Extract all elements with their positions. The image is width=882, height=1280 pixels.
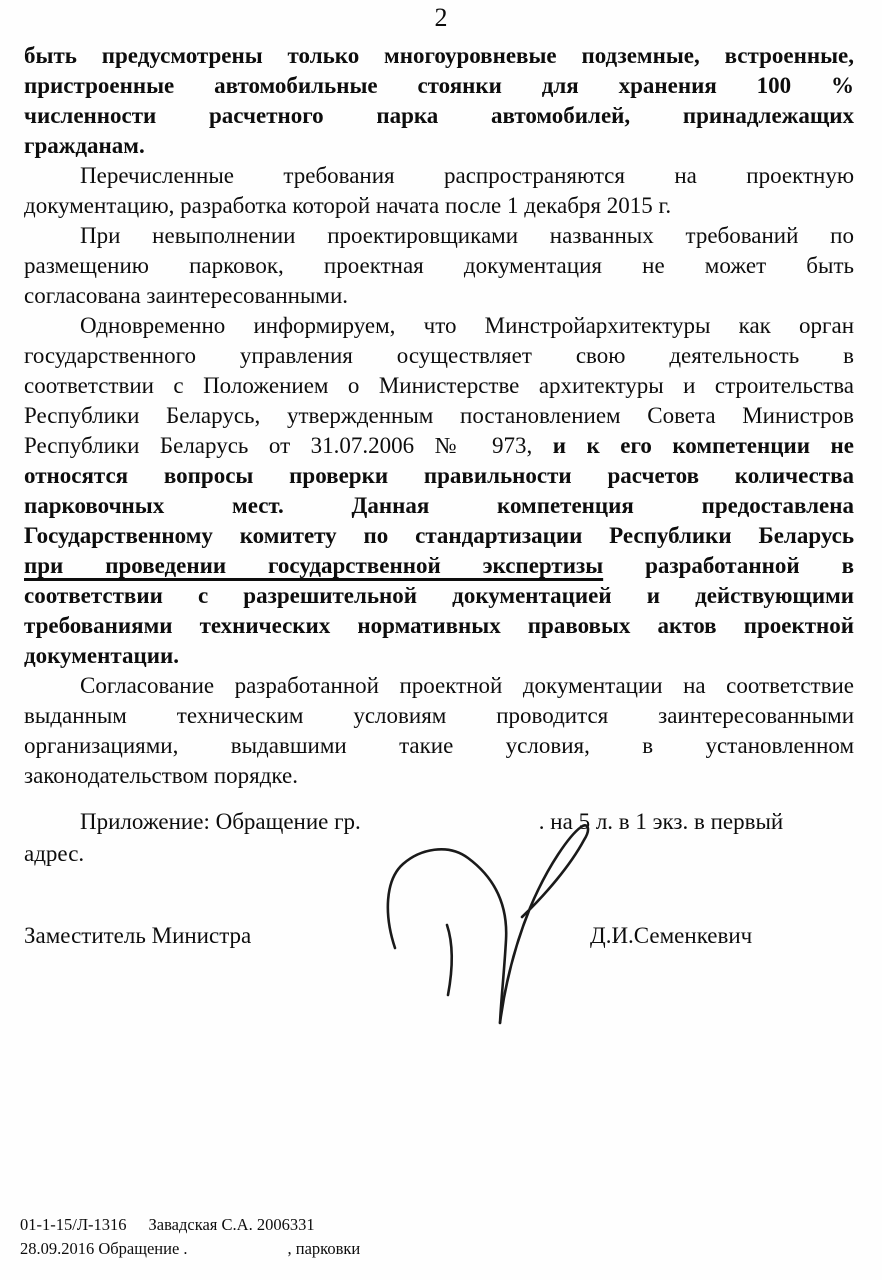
text-line — [24, 251, 854, 281]
attachment-line-2: адрес. — [24, 841, 85, 866]
paragraph — [24, 221, 854, 311]
bold-text: разработанной в — [603, 553, 854, 578]
text-segment: Одновременно информируем, что Минстройархитектуры как орган — [80, 313, 854, 338]
signature-stroke-arc — [388, 849, 506, 1023]
bold-text: соответствии с разрешительной документацией и действующими — [24, 583, 854, 608]
text-line — [24, 641, 854, 671]
text-line — [24, 131, 854, 161]
paragraph — [24, 161, 854, 221]
text-line — [24, 401, 854, 431]
paragraph — [24, 41, 854, 161]
text-line — [24, 371, 854, 401]
footer-executor: Завадская С.А. 2006331 — [148, 1215, 315, 1234]
text-line — [24, 431, 854, 461]
text-segment: документацию, разработка которой начата после 1 декабря 2015 г. — [24, 193, 672, 218]
signature-stroke-tick — [447, 925, 452, 995]
text-segment: государственного управления осуществляет свою деятельность в — [24, 343, 854, 368]
text-line — [24, 581, 854, 611]
bold-text: и к его компетенции не — [552, 433, 854, 458]
footer-topic: , парковки — [287, 1239, 361, 1258]
text-segment: законодательством порядке. — [24, 763, 298, 788]
footer-line-1 — [20, 1213, 860, 1237]
attachment-label: Приложение: Обращение гр. — [80, 809, 361, 834]
text-line — [24, 311, 854, 341]
text-line — [24, 551, 854, 581]
text-segment: При невыполнении проектировщиками названных требований по — [80, 223, 854, 248]
bold-text: Государственному комитету по стандартизации Республики Беларусь — [24, 523, 854, 548]
text-segment: размещению парковок, проектная документация не может быть — [24, 253, 854, 278]
document-body — [24, 41, 854, 791]
text-line — [24, 161, 854, 191]
text-segment: Республики Беларусь от 31.07.2006 № 973, — [24, 433, 553, 458]
bold-text: численности расчетного парка автомобилей, принадлежащих — [24, 103, 854, 128]
text-line — [24, 701, 854, 731]
bold-text: парковочных мест. Данная компетенция предоставлена — [24, 493, 854, 518]
page-number: 2 — [434, 3, 448, 32]
footer-line-2 — [20, 1237, 860, 1261]
paragraph — [24, 311, 854, 671]
text-line — [24, 101, 854, 131]
footer-gap — [127, 1229, 149, 1230]
text-line — [24, 491, 854, 521]
bold-text: требованиями технических нормативных правовых актов проектной — [24, 613, 854, 638]
text-segment: выданным техническим условиям проводится заинтересованными — [24, 703, 854, 728]
text-segment: организациями, выдавшими такие условия, в установленном — [24, 733, 854, 758]
text-segment: Согласование разработанной проектной документации на соответствие — [80, 673, 854, 698]
signature-role: Заместитель Министра — [24, 923, 252, 948]
bold-text: относятся вопросы проверки правильности расчетов количества — [24, 463, 854, 488]
attachment-details: . на 5 л. в 1 экз. в первый — [538, 809, 784, 834]
footer — [20, 1213, 860, 1261]
text-line — [24, 281, 854, 311]
bold-text: пристроенные автомобильные стоянки для хранения 100 % — [24, 73, 854, 98]
footer-redacted-gap — [188, 1253, 288, 1254]
underlined-text: при проведении государственной экспертизы — [24, 553, 604, 578]
text-line — [24, 671, 854, 701]
paragraph — [24, 671, 854, 791]
bold-text: документации. — [24, 643, 179, 668]
text-line — [24, 611, 854, 641]
text-segment: соответствии с Положением о Министерстве архитектуры и строительства — [24, 373, 854, 398]
text-segment: Перечисленные требования распространяются на проектную — [80, 163, 854, 188]
text-line — [24, 461, 854, 491]
text-line — [24, 761, 854, 791]
signature-stroke-loop — [500, 825, 588, 1023]
text-segment: согласована заинтересованными. — [24, 283, 349, 308]
text-segment: Республики Беларусь, утвержденным постановлением Совета Министров — [24, 403, 854, 428]
signature-name: Д.И.Семенкевич — [590, 923, 753, 948]
text-line — [24, 731, 854, 761]
text-line — [24, 221, 854, 251]
bold-text: гражданам. — [24, 133, 145, 158]
footer-date-subject: 28.09.2016 Обращение . — [20, 1239, 188, 1258]
text-line — [24, 521, 854, 551]
text-line — [24, 71, 854, 101]
footer-reference-number: 01-1-15/Л-1316 — [20, 1215, 127, 1234]
text-line — [24, 41, 854, 71]
text-line — [24, 191, 854, 221]
bold-text: быть предусмотрены только многоуровневые подземные, встроенные, — [24, 43, 854, 68]
text-line — [24, 341, 854, 371]
handwritten-signature-icon — [370, 815, 600, 1030]
